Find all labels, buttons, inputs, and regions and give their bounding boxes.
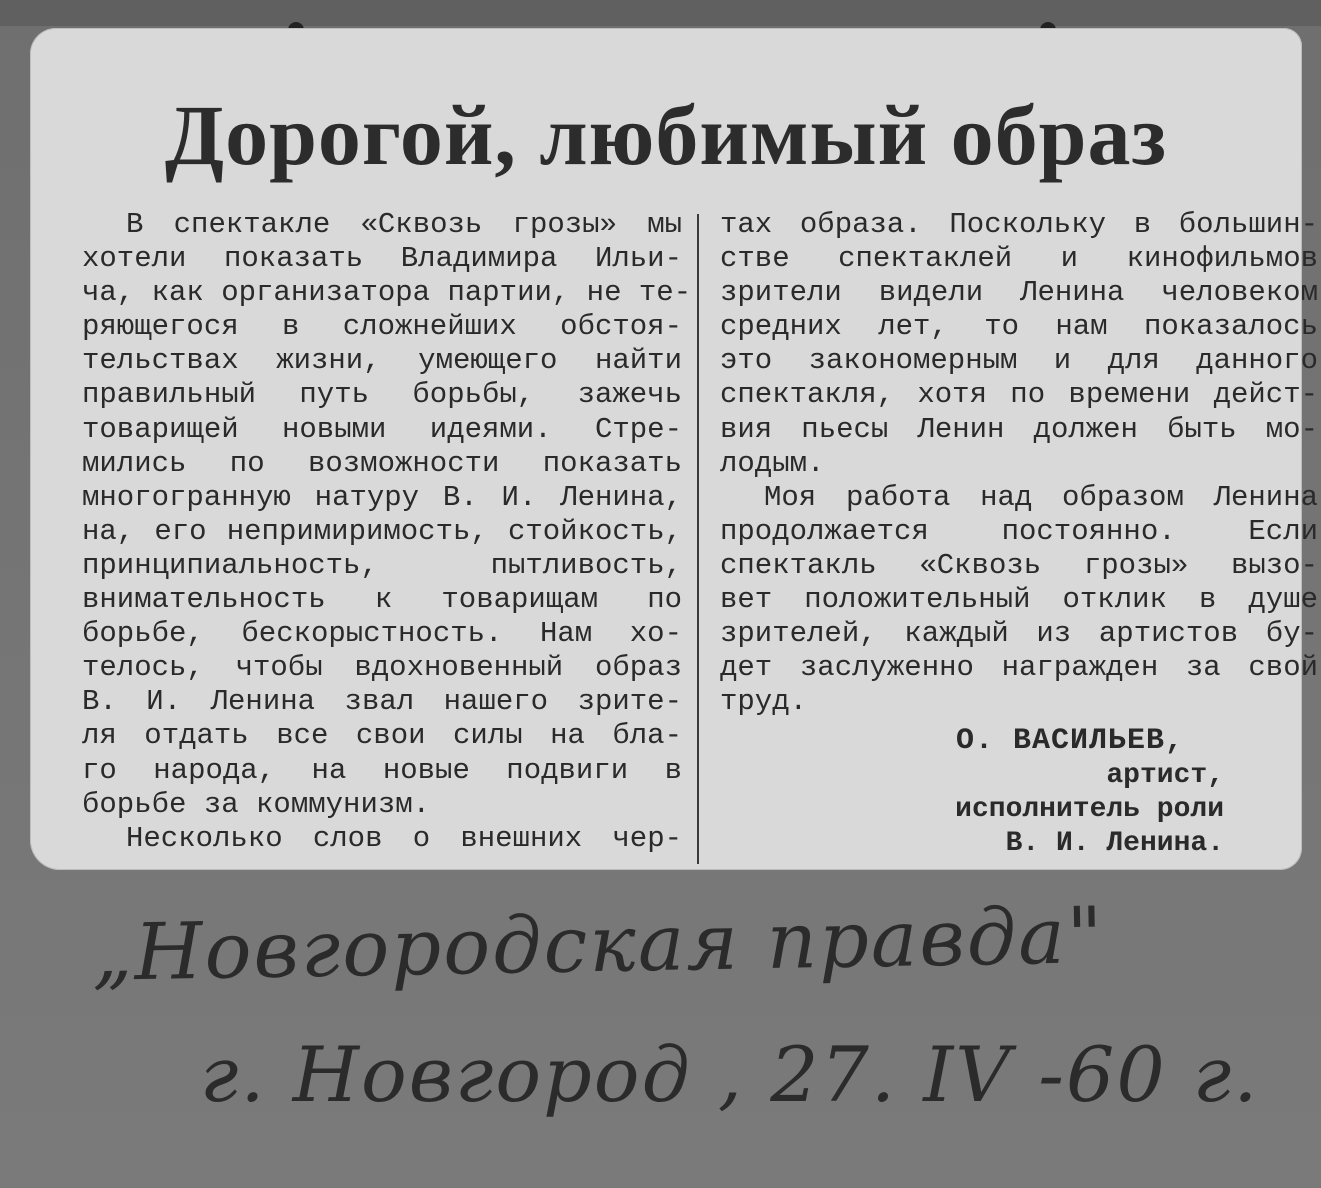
handwritten-source-note: „Новгородская правда": [91, 891, 1106, 999]
article-text-line: спектакля, хотя по времени дейст-: [720, 378, 1318, 412]
article-text-line: дет заслуженно награжден за свой: [720, 651, 1318, 685]
article-text-line: зрителей, каждый из артистов бу-: [720, 617, 1318, 651]
article-text-line: В спектакле «Сквозь грозы» мы: [126, 208, 682, 241]
article-text-line: Несколько слов о внешних чер-: [126, 821, 682, 855]
article-text-line: вия пьесы Ленин должен быть мо-: [720, 412, 1318, 446]
article-text-line: го народа, на новые подвиги в: [82, 753, 682, 787]
article-text-line: лодым.: [720, 446, 825, 480]
column-divider: [697, 214, 699, 864]
article-text-line: товарищей новыми идеями. Стре-: [82, 412, 682, 446]
article-text-line: это закономерным и для данного: [720, 344, 1318, 378]
author-role: артист,: [1106, 760, 1224, 791]
article-text-line: многогранную натуру В. И. Ленина,: [82, 480, 682, 514]
article-text-line: тах образа. Поскольку в большин-: [720, 208, 1318, 241]
article-text-line: борьбе за коммунизм.: [82, 787, 431, 821]
article-text-line: спектакль «Сквозь грозы» вызо-: [720, 548, 1318, 582]
article-text-line: зрители видели Ленина человеком: [720, 276, 1318, 310]
handwritten-place-date-note: г. Новгород , 27. IV -60 г.: [200, 1030, 1260, 1119]
article-text-line: продолжается постоянно. Если: [720, 514, 1318, 548]
article-text-line: правильный путь борьбы, зажечь: [82, 378, 682, 412]
article-text-line: телось, чтобы вдохновенный образ: [82, 651, 682, 685]
article-text-line: В. И. Ленина звал нашего зрите-: [82, 685, 682, 719]
article-text-line: средних лет, то нам показалось: [720, 310, 1318, 344]
article-text-line: на, его непримиримость, стойкость,: [82, 514, 682, 548]
article-column-left: [82, 208, 692, 856]
newspaper-clipping: [30, 28, 1318, 870]
article-text-line: ля отдать все свои силы на бла-: [82, 719, 682, 753]
article-headline: Дорогой, любимый образ: [164, 87, 1168, 183]
article-text-line: мились по возможности показать: [82, 446, 682, 480]
article-text-line: вет положительный отклик в душе: [720, 583, 1318, 617]
article-column-right: [720, 208, 1318, 719]
article-text-line: Моя работа над образом Ленина: [764, 480, 1318, 514]
board-top-edge: [0, 0, 1321, 26]
article-text-line: принципиальность, пытливость,: [82, 548, 682, 582]
article-text-line: борьбе, бескорыстность. Нам хо-: [82, 617, 682, 651]
author-role-detail: исполнитель роли: [955, 794, 1224, 825]
article-text-line: тельствах жизни, умеющего найти: [82, 344, 682, 378]
article-text-line: внимательность к товарищам по: [82, 583, 682, 617]
article-text-line: труд.: [720, 685, 808, 719]
author-role-name: В. И. Ленина.: [1005, 828, 1224, 859]
author-name: О. ВАСИЛЬЕВ,: [955, 724, 1184, 758]
article-text-line: стве спектаклей и кинофильмов: [720, 242, 1318, 276]
article-text-line: хотели показать Владимира Ильи-: [82, 242, 682, 276]
signature-block: [955, 723, 1224, 861]
article-text-line: ряющегося в сложнейших обстоя-: [82, 310, 682, 344]
article-text-line: ча, как организатора партии, не те-: [82, 276, 692, 310]
